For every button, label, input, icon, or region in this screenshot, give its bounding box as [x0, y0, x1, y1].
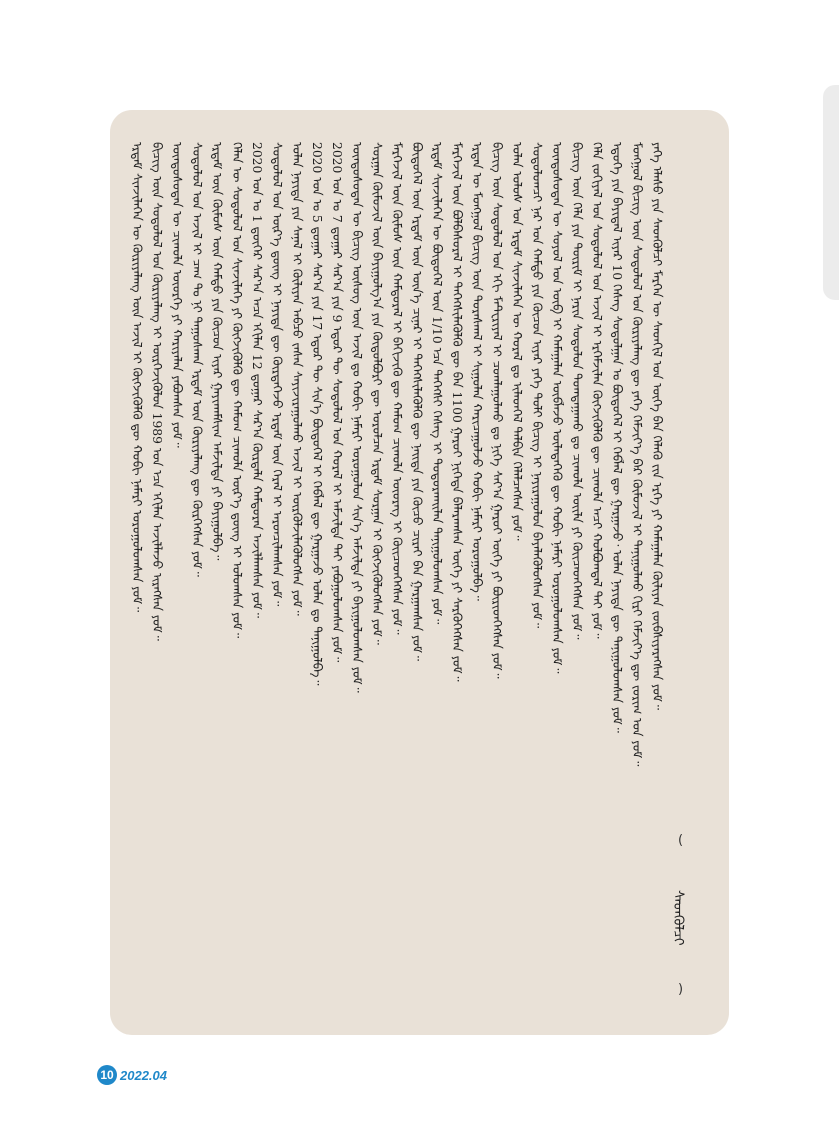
text-line: ᠶᠡᠬᠡ ᠡᠯᠡᠰᠦ ᠶᠢᠨ ᠰᠡᠳᠬᠦᠯᠴᠢ ᠮᠡᠷᠭᠡᠨ ᠦ ᠰᠡᠳᠬᠢᠯ ᠤᠨ ᠦᠭᠡ ᠪᠠᠨ ᠬᠡᠯᠡᠬᠦ ᠵᠢᠨ ᠡᠷᠬᠡ ᠶᠢ ᠬᠠᠮᠠᠭᠠᠯᠠᠨ ᠬᠦᠯᠢᠶᠡᠨ ᠵᠥᠪᠰᠢᠶᠡᠷᠡᠭᠰᠡᠨ ᠶᠤᠮ᠃: [650, 142, 664, 710]
text-line: ᠪᠢᠴᠢᠭ ᠦᠨ ᠰᠤᠳᠤᠯᠤᠯ ᠤᠨ ᠬᠦᠷᠢᠶᠡᠯᠡᠩ ᠢ ᠦᠷᠭᠡᠵᠢᠭᠦᠯᠦᠨ 1989 ᠣᠨ ᠡᠴᠡ ᠡᠬᠢᠯᠡᠨ ᠠᠵᠢᠯᠯᠠᠵᠤ ᠢᠷᠡᠭᠰᠡᠨ ᠶᠤᠮ᠃: [150, 142, 164, 641]
text-line: ᠣᠯᠠᠨ ᠨᠡᠶᠢᠲᠡ ᠶᠢᠨ ᠰᠠᠨᠠᠯ ᠢ ᠬᠦᠯᠢᠶᠡᠨ ᠠᠪᠴᠤ ᠵᠠᠰᠠᠨ ᠰᠠᠶᠢᠵᠢᠷᠠᠭᠤᠯᠬᠤ ᠠᠵᠢᠯ ᠢ ᠦᠷᠭᠦᠯᠵᠢᠯᠡᠭᠦᠯᠦᠭᠰᠡᠨ ᠶᠤᠮ᠃: [290, 142, 304, 616]
text-line: ᠪᠢᠴᠢᠭ ᠦᠨ ᠬᠡᠯᠡ ᠶᠢᠨ ᠳᠦᠷᠢᠮ ᠢ ᠨᠠᠷᠢᠨ ᠰᠤᠳᠤᠯᠤᠨ ᠲᠣᠭᠲᠠᠭᠠᠬᠤ ᠳᠤ ᠴᠢᠬᠤᠯᠠ ᠦᠢᠯᠡ ᠶᠢ ᠭᠦᠢᠴᠡᠳᠬᠡᠭᠰᠡᠨ ᠶᠤᠮ᠃: [570, 142, 584, 640]
text-line: ᠦᠨᠳᠦᠰᠦᠲᠡᠨ ᠦ ᠪᠢᠴᠢᠭ ᠦᠰᠦᠭ ᠦᠨ ᠠᠵᠢᠯ ᠳᠤ ᠬᠤᠪᠢ ᠨᠡᠮᠡᠷᠢ ᠣᠷᠣᠭᠤᠯᠤᠨ ᠰᠢᠨ᠎ᠡ ᠠᠮᠵᠢᠯᠲᠠ ᠶᠢ ᠪᠠᠶᠢᠭᠤᠯᠤᠭᠰᠠᠨ ᠶᠤᠮ᠃: [350, 142, 364, 693]
text-line: ᠡᠳᠦᠭᠡ ᠶᠢᠨ ᠪᠠᠶᠢᠳᠠᠯ ᠢᠶᠠᠷ 10 ᠬᠡᠰᠡᠭ ᠰᠤᠳᠤᠯᠭᠠᠨ ᠤ ᠪᠦᠲᠦᠭᠡᠯ ᠢ ᠬᠡᠪᠯᠡᠯ ᠳᠦ ᠭᠠᠷᠭᠠᠵᠤ᠂ ᠣᠯᠠᠨ ᠨᠡᠶᠢᠲᠡ ᠳᠦ ᠲᠠᠨᠢᠭᠤᠯᠤᠭᠰᠠᠨ ᠶᠤᠮ᠃: [610, 142, 624, 733]
text-line: ᠰᠤᠳᠤᠯᠤᠯ ᠤᠨ ᠦᠷ᠎ᠡ ᠳ᠋ᠦᠩ ᠢ ᠨᠡᠶᠢᠲᠡ ᠳᠦ ᠬᠦᠷᠲᠡᠭᠡᠵᠦ ᠡᠷᠳᠡᠮ ᠦᠨ ᠭᠡᠷᠡᠯ ᠢ ᠠᠷᠳᠴᠢᠯᠠᠭᠰᠠᠨ ᠶᠤᠮ᠃: [270, 142, 284, 607]
text-line: 2020 ᠣᠨ ᠤ 1 ᠳ᠋ᠦᠭᠡᠷ ᠰᠠᠷ᠎ᠠ ᠠᠴᠠ ᠡᠬᠢᠯᠡᠨ 12 ᠳ᠋ᠤᠭᠠᠷ ᠰᠠᠷ᠎ᠠ ᠬᠦᠷᠲᠡᠯᠡ ᠬᠠᠮᠲᠤᠷᠠᠨ ᠠᠵᠢᠯᠯᠠᠭᠰᠠᠨ ᠶᠤᠮ᠃: [250, 142, 264, 618]
text-line: 2020 ᠣᠨ ᠤ 7 ᠳ᠋ᠤᠭᠠᠷ ᠰᠠᠷ᠎ᠠ ᠶᠢᠨ 9 ᠡᠳᠦᠷ ᠲᠦ ᠰᠤᠳᠤᠯᠤᠯ ᠤᠨ ᠬᠤᠷᠠᠯ ᠢ ᠠᠮᠵᠢᠯᠲᠠ ᠲᠠᠢ ᠶᠠᠪᠤᠭᠤᠯᠤᠭᠰᠠᠨ ᠶᠤᠮ᠃: [330, 142, 344, 663]
page-number-badge: 10: [97, 1065, 117, 1085]
text-line: ᠣᠯᠠᠨ ᠤᠯᠤᠰ ᠤᠨ ᠡᠷᠳᠡᠮ ᠰᠢᠨᠵᠢᠯᠡᠭᠡᠨ ᠦ ᠬᠤᠷᠠᠯ ᠳᠤ ᠢᠯᠡᠳᠬᠡᠯ ᠲᠠᠯᠪᠢᠨ ᠬᠡᠯᠡᠯᠴᠡᠭᠰᠡᠨ ᠶᠤᠮ᠃: [510, 142, 524, 541]
text-line: ᠬᠡᠯᠡᠨ ᠦ ᠰᠤᠳᠤᠯᠤᠯ ᠤᠨ ᠰᠢᠨᠵᠢᠯᠡᠭᠡ ᠶᠢ ᠬᠥᠭᠵᠢᠭᠦᠯᠬᠦ ᠳᠦ ᠬᠠᠮᠤᠭ ᠴᠢᠬᠤᠯᠠ ᠦᠷ᠎ᠡ ᠳ᠋ᠦᠩ ᠢ ᠣᠯᠤᠭᠰᠠᠨ ᠶᠤᠮ᠃: [230, 142, 244, 638]
text-line: ᠬᠡᠯᠡ ᠵᠣᠬᠢᠶᠠᠯ ᠤᠨ ᠰᠤᠳᠤᠯᠤᠯ ᠤᠨ ᠠᠵᠢᠯ ᠢ ᠡᠷᠭᠡᠮᠵᠢᠯᠡᠨ ᠬᠥᠭᠵᠢᠭᠦᠯᠬᠦ ᠳᠦ ᠴᠢᠬᠤᠯᠠ ᠠᠴᠢ ᠬᠣᠯᠪᠣᠭᠳᠠᠯ ᠲᠠᠢ ᠶᠤᠮ᠃: [590, 142, 604, 639]
text-line: ᠦᠨᠳᠦᠰᠦᠲᠡᠨ ᠦ ᠰᠤᠶᠤᠯ ᠤᠨ ᠦᠪ ᠢ ᠬᠠᠮᠠᠭᠠᠯᠠᠨ ᠥᠪᠯᠡᠵᠦ ᠦᠯᠡᠳᠡᠭᠡᠬᠦ ᠳᠦ ᠬᠤᠪᠢ ᠨᠡᠮᠡᠷᠢ ᠣᠷᠣᠭᠤᠯᠤᠭᠰᠠᠨ ᠶᠤᠮ᠃: [550, 142, 564, 674]
text-line: ᠮᠡᠷᠭᠡᠵᠢᠯ ᠦᠨ ᠪᠣᠯᠪᠠᠰᠤᠷᠠᠯ ᠢ ᠳᠡᠭᠡᠭᠰᠢᠯᠡᠭᠦᠯᠬᠦ ᠳᠦ ᠪᠠᠨ 1100 ᠭᠠᠷᠤᠢ ᠨᠢᠭᠡᠲᠡ ᠪᠠᠯᠠᠷᠠᠭᠰᠠᠨ ᠦᠭᠡ ᠶᠢ ᠰᠡᠷᠭᠦᠭᠡᠭᠰᠡᠨ ᠶᠤᠮ᠃: [450, 142, 464, 682]
label-bracket-open: (: [678, 833, 684, 848]
text-line: ᠡᠷᠳᠡᠮ ᠰᠢᠨᠵᠢᠯᠡᠭᠡᠨ ᠦ ᠬᠦᠷᠢᠶᠡᠯᠡᠩ ᠦᠨ ᠠᠵᠢᠯ ᠢ ᠬᠥᠭᠵᠢᠭᠦᠯᠬᠦ ᠳᠦ ᠬᠤᠪᠢ ᠨᠡᠮᠡᠷᠢ ᠣᠷᠣᠭᠤᠯᠤᠭᠰᠠᠨ ᠶᠤᠮ᠃: [130, 142, 144, 613]
text-line: ᠰᠤᠳᠤᠯᠤᠭᠴᠢ ᠨᠠᠷ ᠤᠨ ᠬᠠᠮᠲᠤ ᠶᠢᠨ ᠬᠦᠴᠦᠨ ᠢᠶᠡᠷ ᠶᠡᠬᠡ ᠲᠣᠯᠢ ᠪᠢᠴᠢᠭ ᠢ ᠨᠠᠶᠢᠷᠠᠭᠤᠯᠤᠨ ᠪᠡᠶᠡᠯᠡᠭᠦᠯᠦᠭᠰᠡᠨ ᠶᠤᠮ᠃: [530, 142, 544, 629]
text-line: ᠦᠨᠳᠦᠰᠦᠲᠡᠨ ᠦ ᠴᠢᠬᠤᠯᠠ ᠦᠦᠷᠭᠡ ᠶᠢ ᠬᠠᠷᠢᠶᠠᠯᠠᠨ ᠶᠠᠪᠤᠭᠰᠠᠨ ᠶᠤᠮ᠃: [170, 142, 184, 448]
page-footer: [97, 1064, 167, 1086]
text-line: ᠪᠦᠲᠦᠭᠡᠯ ᠦᠨ ᠡᠷᠳᠡᠮ ᠦᠨ ᠦᠨ᠎ᠡ ᠴᠢᠨᠠᠷ ᠢ ᠳᠡᠭᠡᠭᠰᠢᠯᠡᠭᠦᠯᠬᠦ ᠳᠦ ᠨᠡᠢᠲᠡ ᠶᠢᠨ ᠬᠦᠴᠦ ᠴᠢᠷᠠᠢ ᠪᠡᠨ ᠭᠠᠷᠭᠠᠭᠰᠠᠨ ᠶᠤᠮ᠃: [410, 142, 424, 661]
side-tab-decoration: [823, 85, 839, 300]
text-line: ᠡᠷᠳᠡᠮ ᠰᠢᠨᠵᠢᠯᠡᠭᠡᠨ ᠦ ᠪᠦᠲᠦᠭᠡᠯ ᠦᠨ 1/10 ᠡᠴᠡ ᠳᠡᠭᠡᠭᠰᠢ ᠬᠡᠰᠡᠭ ᠢ ᠲᠣᠳᠣᠷᠬᠠᠢᠯᠠᠨ ᠲᠠᠨᠢᠭᠤᠯᠤᠭᠰᠠᠨ ᠶᠤᠮ᠃: [430, 142, 444, 625]
label-bracket-close: ): [678, 982, 684, 997]
text-line: ᠡᠷᠲᠡᠨ ᠦ ᠮᠣᠩᠭᠣᠯ ᠪᠢᠴᠢᠭ ᠦᠨ ᠳᠤᠷᠠᠰᠬᠠᠯ ᠢ ᠰᠢᠭᠤᠯᠠᠨ ᠬᠠᠷᠢᠴᠠᠭᠤᠯᠵᠤ ᠬᠤᠪᠢ ᠨᠡᠮᠡᠷᠢ ᠣᠷᠣᠭᠤᠯᠪᠠ᠃: [470, 142, 484, 601]
text-line: ᠮᠣᠩᠭᠣᠯ ᠪᠢᠴᠢᠭ ᠦᠨ ᠰᠤᠳᠤᠯᠤᠯ ᠤᠨ ᠬᠦᠷᠢᠶᠡᠯᠡᠩ ᠳᠦ ᠶᠡᠬᠡ ᠬᠡᠮᠵᠢᠶ᠎ᠡ ᠪᠡᠷ ᠬᠦᠮᠦᠵᠢᠯ ᠢ ᠲᠠᠨᠢᠭᠤᠯᠬᠤ ᠬᠢᠷᠢ ᠬᠡᠮᠵᠢᠶ᠎ᠡ ᠳᠦ ᠵᠤᠷᠢᠭ ᠤᠨ ᠶᠤᠮ᠃: [630, 142, 644, 767]
text-line: ᠪᠢᠴᠢᠭ ᠦᠨ ᠰᠤᠳᠤᠯᠤᠯ ᠤᠨ ᠡᠬᠢ ᠮᠠᠲ᠋ᠧᠷᠢᠶᠠᠯ ᠢ ᠴᠤᠭᠯᠠᠭᠤᠯᠬᠤ ᠳᠤ ᠨᠢᠭᠡ ᠰᠠᠶ᠎ᠠ ᠭᠠᠷᠤᠢ ᠦᠭᠡ ᠶᠢ ᠪᠦᠷᠢᠳᠬᠡᠭᠰᠡᠨ ᠶᠤᠮ᠃: [490, 142, 504, 679]
text-line: 2020 ᠣᠨ ᠤ 5 ᠳ᠋ᠤᠭᠠᠷ ᠰᠠᠷ᠎ᠠ ᠶᠢᠨ 17 ᠡᠳᠦᠷ ᠲᠦ ᠰᠢᠨ᠎ᠡ ᠪᠦᠲᠦᠭᠡᠯ ᠢ ᠬᠡᠪᠯᠡᠯ ᠳᠦ ᠭᠠᠷᠭᠠᠵᠤ ᠣᠯᠠᠨ ᠳᠤ ᠲᠠᠨᠢᠭᠤᠯᠪᠠ᠃: [310, 142, 324, 686]
text-line: ᠡᠷᠳᠡᠮ ᠦᠨ ᠬᠦᠮᠦᠰ ᠦᠨ ᠬᠠᠮᠲᠤ ᠶᠢᠨ ᠬᠦᠴᠦᠨ ᠢᠶᠡᠷ ᠭᠠᠶᠢᠬᠠᠮᠰᠢᠭ ᠠᠮᠵᠢᠯᠲᠠ ᠶᠢ ᠪᠠᠶᠢᠭᠤᠯᠪᠠ᠃: [210, 142, 224, 561]
text-line: ᠮᠡᠷᠭᠡᠵᠢᠯ ᠦᠨ ᠬᠦᠮᠦᠰ ᠦᠨ ᠬᠠᠮᠲᠤᠷᠠᠯ ᠢ ᠪᠡᠬᠢᠵᠢᠬᠦ ᠳᠦ ᠬᠠᠮᠤᠭ ᠴᠢᠬᠤᠯᠠ ᠦᠦᠷᠡᠭ ᠢ ᠭᠦᠢᠴᠡᠳᠬᠡᠭᠰᠡᠨ ᠶᠤᠮ᠃: [390, 142, 404, 635]
text-line: ᠰᠤᠳᠤᠯᠤᠯ ᠤᠨ ᠠᠵᠢᠯ ᠢ ᠴᠠᠭ ᠲᠤ ᠨᠢ ᠳᠠᠭᠤᠰᠭᠠᠨ ᠡᠷᠳᠡᠮ ᠦᠨ ᠬᠦᠷᠢᠶᠡᠯᠡᠩ ᠳᠦ ᠬᠦᠷᠭᠡᠭᠰᠡᠨ ᠶᠤᠮ᠃: [190, 142, 204, 577]
issue-label: 2022.04: [120, 1067, 167, 1083]
article-label: ᠰᠡᠳᠬᠦᠯᠴᠢ: [670, 890, 686, 946]
text-line: ᠰᠤᠷᠭᠠᠨ ᠬᠦᠮᠦᠵᠢᠯ ᠦᠨ ᠪᠠᠶᠢᠭᠤᠯᠭ᠎ᠠ ᠶᠢᠨ ᠬᠥᠲᠦᠯᠪᠦᠷᠢ ᠳᠦ ᠣᠷᠣᠯᠴᠠᠨ ᠡᠷᠳᠡᠮ ᠰᠤᠷᠭᠠᠨ ᠢ ᠬᠥᠭᠵᠢᠭᠦᠯᠦᠭᠰᠡᠨ ᠶᠤᠮ᠃: [370, 142, 384, 645]
